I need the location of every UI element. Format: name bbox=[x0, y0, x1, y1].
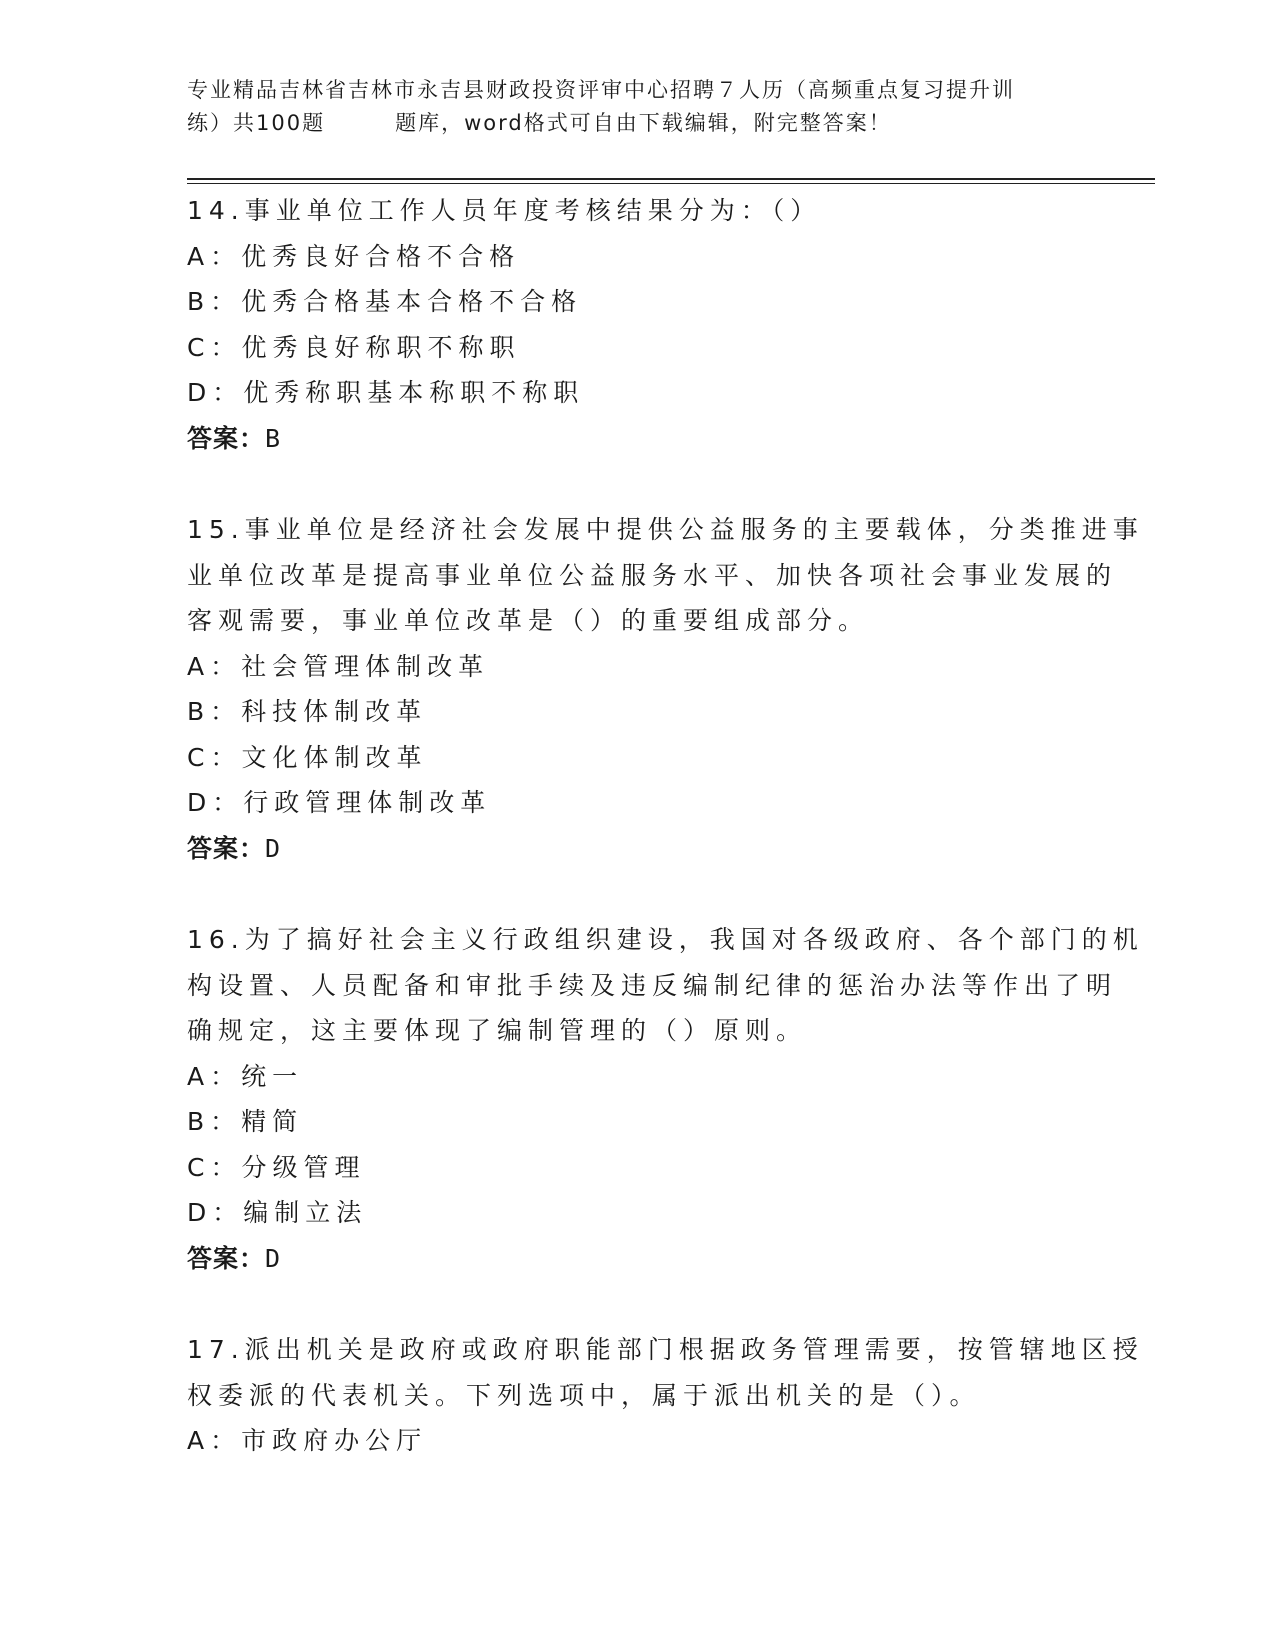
question-14 bbox=[187, 188, 1087, 461]
question-stem-line: 15.事业单位是经济社会发展中提供公益服务的主要载体，分类推进事 bbox=[187, 515, 1144, 544]
option-c: C：优秀良好称职不称职 bbox=[187, 332, 521, 362]
option-d: D：优秀称职基本称职不称职 bbox=[187, 378, 585, 407]
option-a: A：社会管理体制改革 bbox=[187, 651, 490, 681]
header-divider-thin bbox=[187, 183, 1155, 184]
answer-line bbox=[187, 1236, 1087, 1282]
question-16 bbox=[187, 917, 1144, 1281]
answer-label: 答案： bbox=[187, 423, 266, 453]
header-title-part-a: 练）共100题 bbox=[187, 111, 326, 135]
option-d: D：编制立法 bbox=[187, 1198, 368, 1227]
answer-label: 答案： bbox=[187, 833, 266, 863]
header-title-line-1: 专业精品吉林省吉林市永吉县财政投资评审中心招聘７人历（高频重点复习提升训 bbox=[187, 78, 1015, 102]
question-list bbox=[187, 188, 1144, 1464]
answer-line bbox=[187, 826, 1087, 872]
document-header bbox=[187, 74, 1087, 140]
question-stem-line: 客观需要，事业单位改革是（）的重要组成部分。 bbox=[187, 606, 870, 635]
answer-label: 答案： bbox=[187, 1243, 266, 1273]
option-b: B：精简 bbox=[187, 1107, 304, 1136]
question-stem-line: 14.事业单位工作人员年度考核结果分为：（） bbox=[187, 196, 822, 225]
option-b: B：优秀合格基本合格不合格 bbox=[187, 287, 583, 316]
answer-value: D bbox=[265, 1243, 282, 1273]
header-title-line-2 bbox=[187, 107, 1087, 140]
question-stem-line: 权委派的代表机关。下列选项中，属于派出机关的是（）。 bbox=[187, 1380, 981, 1410]
option-d: D：行政管理体制改革 bbox=[187, 788, 492, 817]
option-c: C：分级管理 bbox=[187, 1152, 366, 1182]
question-15 bbox=[187, 507, 1144, 871]
answer-value: B bbox=[265, 423, 282, 453]
question-stem-line: 构设置、人员配备和审批手续及违反编制纪律的惩治办法等作出了明 bbox=[187, 970, 1118, 1000]
option-a: A：统一 bbox=[187, 1061, 304, 1091]
question-stem-line: 16.为了搞好社会主义行政组织建设，我国对各级政府、各个部门的机 bbox=[187, 925, 1144, 954]
question-stem-line: 17.派出机关是政府或政府职能部门根据政务管理需要，按管辖地区授 bbox=[187, 1335, 1144, 1364]
header-title-part-b: 题库，word格式可自由下载编辑，附完整答案！ bbox=[395, 111, 892, 135]
answer-line bbox=[187, 416, 1087, 462]
option-a: A：市政府办公厅 bbox=[187, 1426, 428, 1455]
question-stem-line: 业单位改革是提高事业单位公益服务水平、加快各项社会事业发展的 bbox=[187, 560, 1118, 590]
option-c: C：文化体制改革 bbox=[187, 742, 428, 772]
option-a: A：优秀良好合格不合格 bbox=[187, 241, 521, 271]
header-divider-thick bbox=[187, 178, 1155, 180]
option-b: B：科技体制改革 bbox=[187, 697, 428, 726]
question-stem-line: 确规定，这主要体现了编制管理的（）原则。 bbox=[187, 1016, 808, 1045]
question-17 bbox=[187, 1327, 1144, 1464]
answer-value: D bbox=[265, 833, 282, 863]
